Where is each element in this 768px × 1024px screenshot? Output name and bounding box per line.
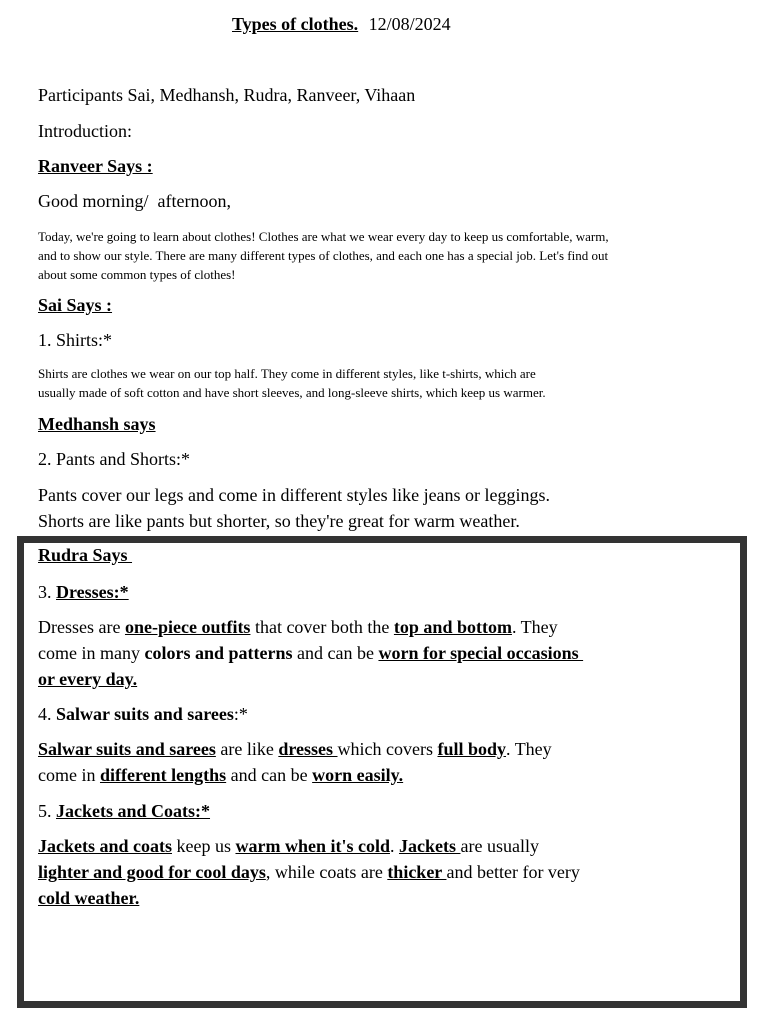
dresses-num: 3. [38,582,56,602]
dresses-t2: that cover both the [250,617,394,637]
salwar-num: 4. [38,704,56,724]
page-date: 12/08/2024 [368,14,451,34]
jackets-t2: . [389,836,399,856]
salwar-u3: full body [437,739,507,759]
dresses-para-line-1 [38,617,558,638]
jackets-item [38,801,210,822]
salwar-t4: come in [38,765,100,785]
salwar-title: Salwar suits and sarees [56,704,234,724]
salwar-t3: . They [506,739,552,759]
dresses-u2: top and bottom [393,617,512,637]
page-title-line [232,14,451,35]
jackets-t3: are usually [460,836,539,856]
jackets-u4: lighter and good for cool days [38,862,266,882]
ranveer-para-line-1: Today, we're going to learn about clothes! Clothes are what we wear every day to keep us comfortable, warm, [38,229,609,244]
jackets-para-line-3 [38,888,139,909]
jackets-u1: Jackets and coats [38,836,172,856]
salwar-t2: which covers [337,739,438,759]
salwar-u4: different lengths [99,765,227,785]
dresses-b1: colors and patterns [144,643,293,663]
dresses-t4: come in many [38,643,145,663]
jackets-t4: , while coats are [265,862,388,882]
dresses-para-line-3 [38,669,137,690]
salwar-u2: dresses [278,739,338,759]
jackets-para-line-2 [38,862,580,883]
salwar-t1: are like [215,739,279,759]
jackets-title: Jackets and Coats:* [56,801,211,821]
dresses-u1: one-piece outfits [124,617,251,637]
jackets-u6: cold weather. [38,888,140,908]
jackets-num: 5. [38,801,56,821]
dresses-t1: Dresses are [38,617,125,637]
jackets-u2: warm when it's cold [235,836,390,856]
dresses-u4: or every day. [38,669,138,689]
dresses-u3: worn for special occasions [378,643,584,663]
salwar-u5: worn easily. [312,765,404,785]
rudra-heading: Rudra Says [38,545,133,565]
salwar-u1: Salwar suits and sarees [38,739,216,759]
pants-item: 2. Pants and Shorts:* [38,449,191,469]
shirts-item: 1. Shirts:* [38,330,113,350]
dresses-t3: . They [511,617,558,637]
shirts-para-line-2: usually made of soft cotton and have short sleeves, and long-sleeve shirts, which keep us warmer. [38,385,546,400]
participants: Participants Sai, Medhansh, Rudra, Ranveer, Vihaan [38,85,416,105]
ranveer-heading: Ranveer Says : [38,156,153,176]
salwar-t5: and can be [226,765,313,785]
dresses-title: Dresses:* [56,582,129,602]
jackets-t5: and better for very [446,862,580,882]
salwar-suffix: :* [233,704,248,724]
salwar-para-line-1 [38,739,552,760]
salwar-item [38,704,248,725]
salwar-para-line-2 [38,765,403,786]
jackets-u3: Jackets [398,836,461,856]
sai-heading: Sai Says : [38,295,113,315]
ranveer-para-line-2: and to show our style. There are many different types of clothes, and each one has a special job. Let's find out [38,248,609,263]
dresses-t5: and can be [292,643,379,663]
shirts-para-line-1: Shirts are clothes we wear on our top half. They come in different styles, like t-shirts, which are [38,366,536,381]
jackets-u5: thicker [387,862,447,882]
pants-para-line-1: Pants cover our legs and come in different styles like jeans or leggings. [38,485,551,505]
ranveer-greeting: Good morning/ afternoon, [38,191,231,211]
introduction-label: Introduction: [38,121,132,141]
dresses-item [38,582,129,603]
pants-para-line-2: Shorts are like pants but shorter, so they're great for warm weather. [38,511,520,531]
jackets-t1: keep us [172,836,236,856]
dresses-para-line-2 [38,643,583,664]
ranveer-para-line-3: about some common types of clothes! [38,267,236,282]
jackets-para-line-1 [38,836,539,857]
medhansh-heading: Medhansh says [38,414,156,434]
page-title: Types of clothes. [232,14,359,34]
